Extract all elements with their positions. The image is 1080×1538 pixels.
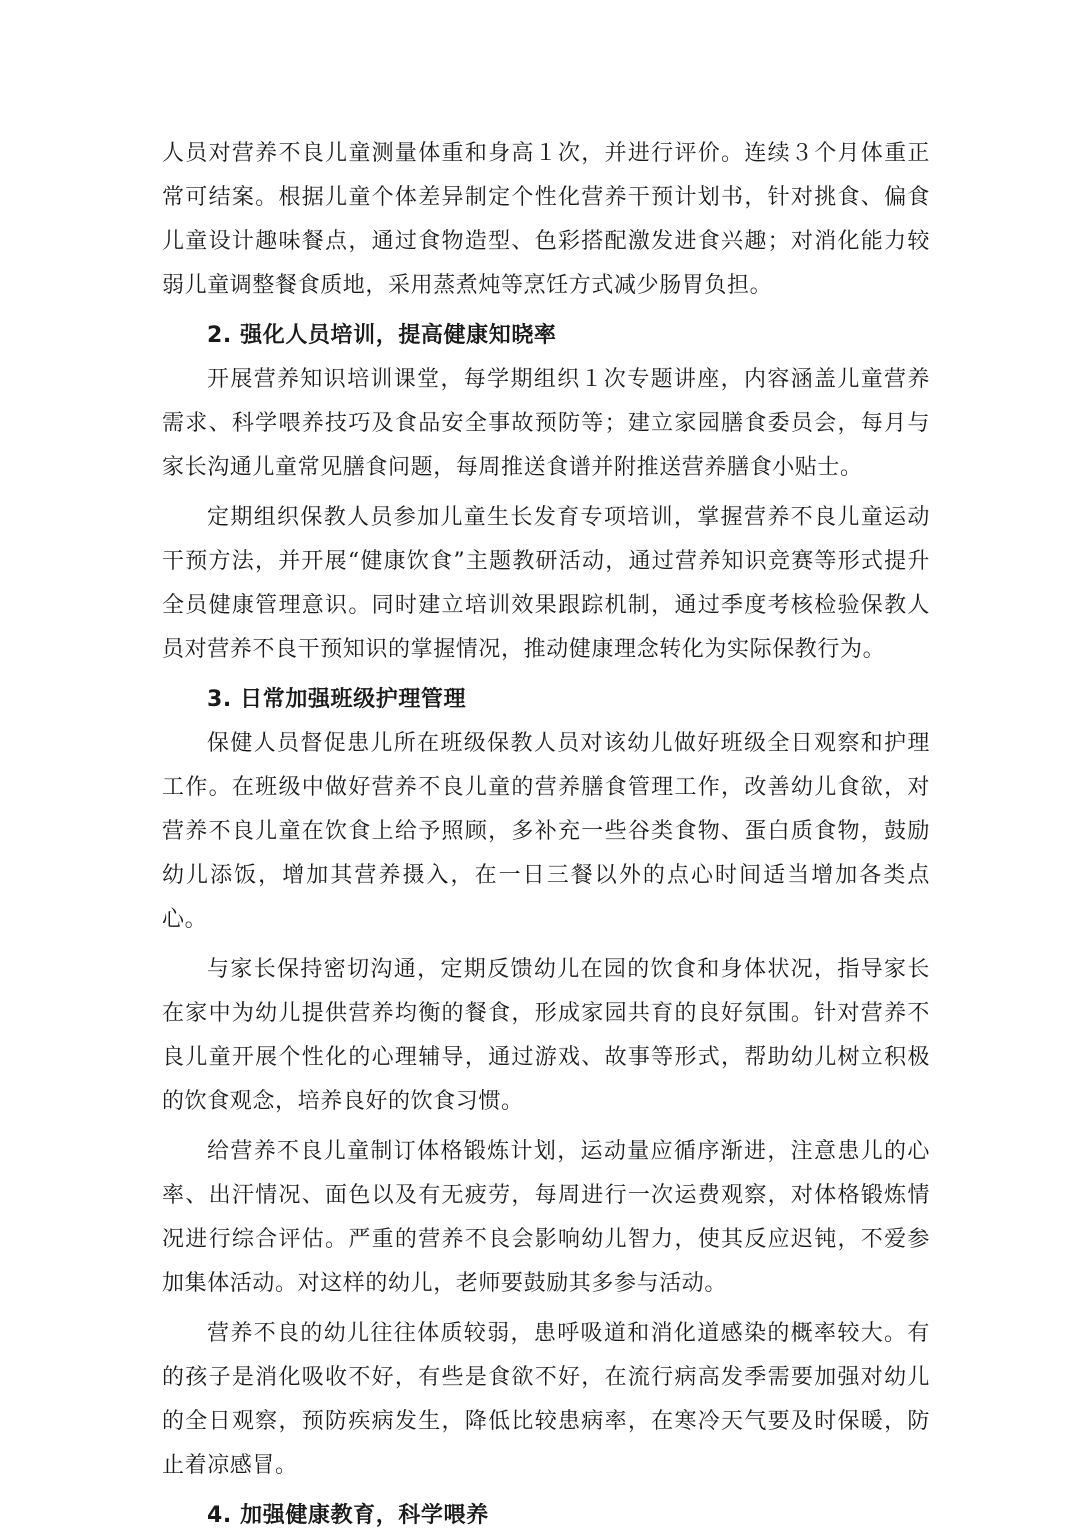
section-heading-4: 4. 加强健康教育，科学喂养 xyxy=(207,1503,489,1528)
paragraph-class-care-2: 与家长保持密切沟通，定期反馈幼儿在园的饮食和身体状况，指导家长在家中为幼儿提供营养均衡的餐食，形成家园共育的良好氛围。针对营养不良儿童开展个性化的心理辅导，通过游戏、故事等形式，帮助幼儿树立积极的饮食观念，培养良好的饮食习惯。 xyxy=(162,957,930,1114)
paragraph-training-1: 开展营养知识培训课堂，每学期组织１次专题讲座，内容涵盖儿童营养需求、科学喂养技巧及食品安全事故预防等；建立家园膳食委员会，每月与家长沟通儿童常见膳食问题，每周推送食谱并附推送营养膳食小贴士。 xyxy=(162,367,930,480)
paragraph-continuation: 人员对营养不良儿童测量体重和身高１次，并进行评价。连续３个月体重正常可结案。根据儿童个体差异制定个性化营养干预计划书，针对挑食、偏食儿童设计趣味餐点，通过食物造型、色彩搭配激发进食兴趣；对消化能力较弱儿童调整餐食质地，采用蒸煮炖等烹饪方式减少肠胃负担。 xyxy=(162,141,930,298)
paragraph-class-care-1: 保健人员督促患儿所在班级保教人员对该幼儿做好班级全日观察和护理工作。在班级中做好营养不良儿童的营养膳食管理工作，改善幼儿食欲，对营养不良儿童在饮食上给予照顾，多补充一些谷类食物、蛋白质食物，鼓励幼儿添饭，增加其营养摄入，在一日三餐以外的点心时间适当增加各类点心。 xyxy=(162,731,930,932)
section-heading-2: 2. 强化人员培训，提高健康知晓率 xyxy=(207,323,557,348)
paragraph-class-care-4: 营养不良的幼儿往往体质较弱，患呼吸道和消化道感染的概率较大。有的孩子是消化吸收不好，有些是食欲不好，在流行病高发季需要加强对幼儿的全日观察，预防疾病发生，降低比较患病率，在寒冷天气要及时保暖，防止着凉感冒。 xyxy=(162,1321,930,1478)
section-heading-3: 3. 日常加强班级护理管理 xyxy=(207,687,467,712)
paragraph-training-2: 定期组织保教人员参加儿童生长发育专项培训，掌握营养不良儿童运动干预方法，并开展“健康饮食”主题教研活动，通过营养知识竞赛等形式提升全员健康管理意识。同时建立培训效果跟踪机制，通过季度考核检验保教人员对营养不良干预知识的掌握情况，推动健康理念转化为实际保教行为。 xyxy=(162,505,930,662)
paragraph-class-care-3: 给营养不良儿童制订体格锻炼计划，运动量应循序渐进，注意患儿的心率、出汗情况、面色以及有无疲劳，每周进行一次运费观察，对体格锻炼情况进行综合评估。严重的营养不良会影响幼儿智力，使其反应迟钝，不爱参加集体活动。对这样的幼儿，老师要鼓励其多参与活动。 xyxy=(162,1139,930,1296)
